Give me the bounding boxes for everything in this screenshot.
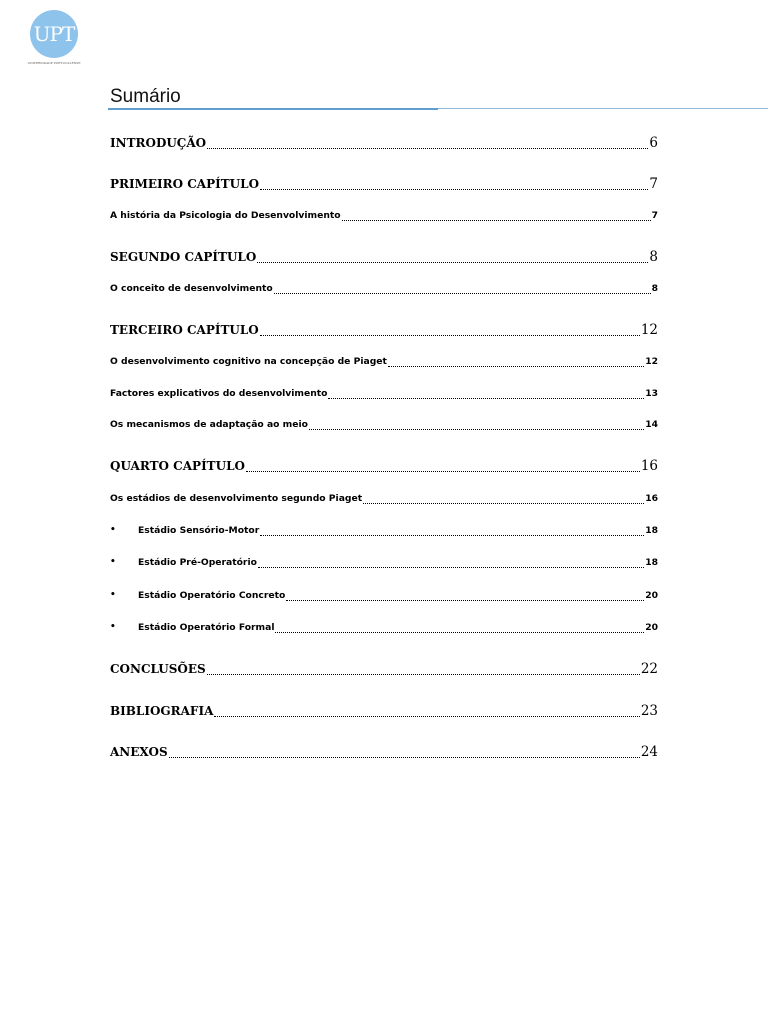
dot-leader [260, 189, 648, 190]
dot-leader [342, 220, 651, 221]
toc-entry[interactable] [110, 557, 658, 571]
bullet-marker: • [110, 557, 116, 567]
toc-entry[interactable] [110, 419, 658, 433]
toc-entry-page: 20 [645, 622, 658, 633]
toc-entry[interactable] [110, 458, 658, 476]
toc-entry-title: SEGUNDO CAPÍTULO [110, 250, 257, 264]
toc-entry[interactable] [110, 322, 658, 340]
toc-entry-title: O desenvolvimento cognitivo na concepção de Piaget [110, 356, 387, 367]
toc-entry-page: 7 [651, 210, 658, 221]
toc-entry-page: 23 [640, 703, 658, 719]
bullet-marker: • [110, 622, 116, 632]
toc-entry-title: Os mecanismos de adaptação ao meio [110, 419, 308, 430]
toc-entry[interactable] [110, 283, 658, 297]
bullet-marker: • [110, 590, 116, 600]
toc-entry-page: 8 [649, 249, 658, 265]
toc-entry-title: CONCLUSÕES [110, 662, 206, 676]
toc-entry-title: ANEXOS [110, 745, 168, 759]
toc-entry-page: 16 [640, 458, 658, 474]
toc-entry-page: 22 [640, 661, 658, 677]
toc-entry[interactable] [110, 703, 658, 721]
logo-emblem: UPT [30, 10, 78, 58]
toc-entry-title: Estádio Pré-Operatório [138, 557, 257, 568]
toc-entry[interactable] [110, 135, 658, 153]
toc-entry[interactable] [110, 590, 658, 604]
toc-entry[interactable] [110, 493, 658, 507]
page-title: Sumário [110, 86, 181, 107]
university-logo [20, 8, 88, 68]
toc-entry-page: 6 [649, 135, 658, 151]
toc-entry-title: QUARTO CAPÍTULO [110, 459, 245, 473]
toc-entry-title: INTRODUÇÃO [110, 136, 207, 150]
toc-entry[interactable] [110, 356, 658, 370]
toc-entry-title: Estádio Sensório-Motor [138, 525, 260, 536]
dot-leader [169, 757, 640, 758]
toc-entry[interactable] [110, 249, 658, 267]
toc-entry-page: 16 [645, 493, 658, 504]
toc-entry-page: 12 [645, 356, 658, 367]
toc-entry-title: Estádio Operatório Formal [138, 622, 275, 633]
toc-entry-title: Factores explicativos do desenvolvimento [110, 388, 328, 399]
toc-entry[interactable] [110, 622, 658, 636]
toc-entry-page: 13 [645, 388, 658, 399]
dot-leader [214, 716, 639, 717]
title-underline-accent [108, 108, 438, 110]
dot-leader [328, 398, 644, 399]
toc-entry-page: 12 [640, 322, 658, 338]
toc-entry[interactable] [110, 388, 658, 402]
toc-entry-page: 18 [645, 557, 658, 568]
toc-entry-page: 8 [651, 283, 658, 294]
dot-leader [309, 429, 644, 430]
toc-entry[interactable] [110, 744, 658, 762]
dot-leader [260, 335, 640, 336]
dot-leader [275, 632, 644, 633]
toc-entry-page: 18 [645, 525, 658, 536]
toc-entry-page: 20 [645, 590, 658, 601]
dot-leader [246, 471, 640, 472]
toc-entry-title: Os estádios de desenvolvimento segundo Piaget [110, 493, 363, 504]
toc-entry-page: 7 [649, 176, 658, 192]
toc-entry-page: 14 [645, 419, 658, 430]
toc-entry[interactable] [110, 210, 658, 224]
toc-entry[interactable] [110, 661, 658, 679]
dot-leader [388, 366, 644, 367]
toc-entry[interactable] [110, 525, 658, 539]
bullet-marker: • [110, 525, 116, 535]
dot-leader [363, 503, 644, 504]
dot-leader [260, 535, 644, 536]
toc-entry-title: O conceito de desenvolvimento [110, 283, 273, 294]
toc-entry[interactable] [110, 176, 658, 194]
dot-leader [286, 600, 644, 601]
dot-leader [258, 567, 644, 568]
dot-leader [257, 262, 648, 263]
toc-entry-title: PRIMEIRO CAPÍTULO [110, 177, 260, 191]
toc-entry-title: TERCEIRO CAPÍTULO [110, 323, 259, 337]
logo-subtitle: UNIVERSIDADE PORTUCALENSE [27, 61, 81, 65]
dot-leader [274, 293, 651, 294]
toc-entry-title: BIBLIOGRAFIA [110, 704, 214, 718]
dot-leader [207, 674, 640, 675]
toc-entry-page: 24 [640, 744, 658, 760]
toc-entry-title: A história da Psicologia do Desenvolvimento [110, 210, 341, 221]
toc-entry-title: Estádio Operatório Concreto [138, 590, 286, 601]
dot-leader [207, 148, 648, 149]
